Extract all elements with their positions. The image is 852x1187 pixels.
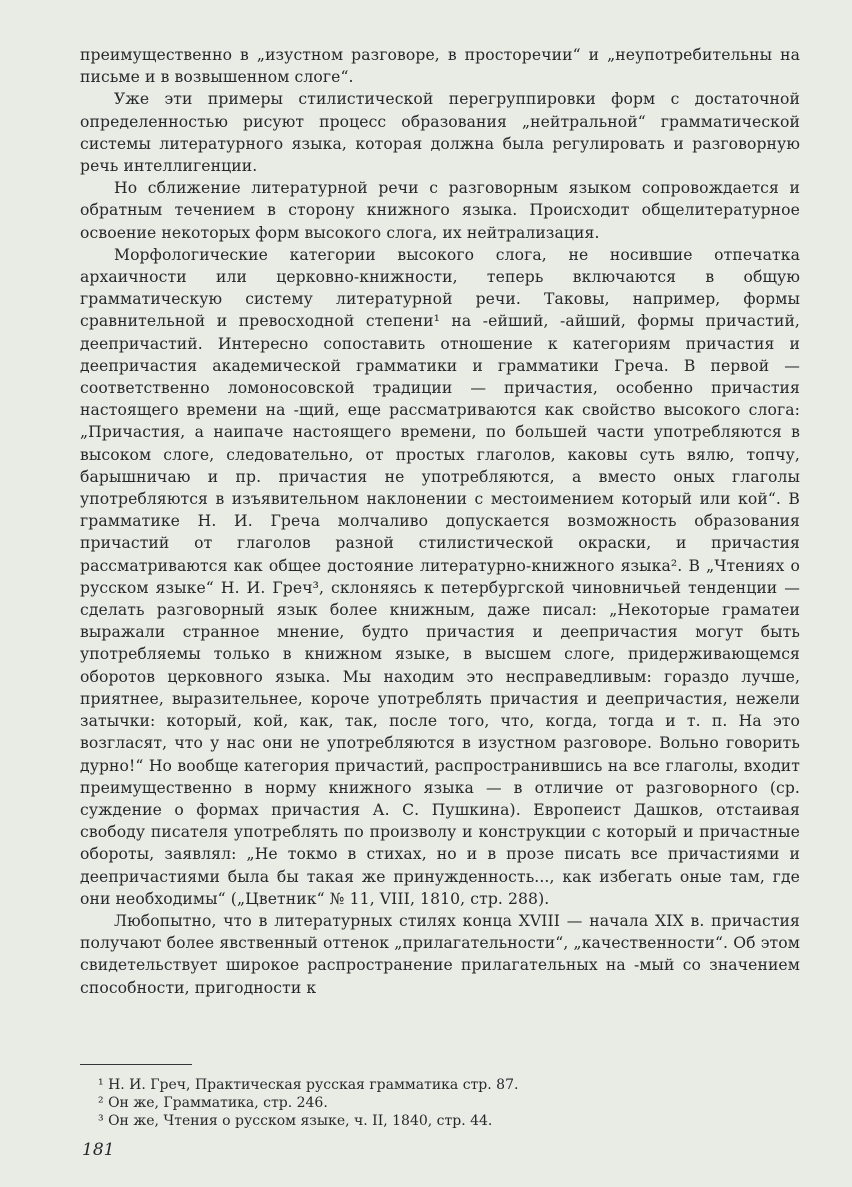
paragraph-1: преимущественно в „изустном разговоре, в просторечии“ и „неупотребительны на письме и в возвышенном слоге“. (80, 46, 800, 87)
paragraph-4: Морфологические категории высокого слога, не носившие отпечатка архаичности или церковно-книжности, теперь включаются в общую грамматическую систему литературной речи. Таковы, например, формы сравнительной и превосходной степени¹ на -ейший, -айший, формы причастий, деепричастий. Интересно сопоставить отношение к категориям причастия и деепричастия академической грамматики и грамматики Греча. В первой — соответственно ломоносовской традиции — причастия, особенно причастия настоящего времени на -щий, еще рассматриваются как свойство высокого слога: „Причастия, а наипаче настоящего времени, по большей части употребляются в высоком слоге, следовательно, от простых глаголов, каковы суть вялю, топчу, барышничаю и пр. причастия не употребляются, а вместо оных глаголы употребляются в изъявительном наклонении с местоимением который или кой“. В грамматике Н. И. Греча молчаливо допускается возможность образования причастий от глаголов разной стилистической окраски, и причастия рассматриваются как общее достояние литературно-книжного языка². В „Чтениях о русском языке“ Н. И. Греч³, склоняясь к петербургской чиновничьей тенденции — сделать разговорный язык более книжным, даже писал: „Некоторые граматеи выражали странное мнение, будто причастия и деепричастия могут быть употребляемы только в книжном языке, в высшем слоге, придерживающемся оборотов церковного языка. Мы находим это несправедливым: гораздо лучше, приятнее, выразительнее, короче употреблять причастия и деепричастия, нежели затычки: который, кой, как, так, после того, что, когда, тогда и т. п. На это возгласят, что у нас они не употребляются в изустном разговоре. Вольно говорить дурно!“ Но вообще категория причастий, распространившись на все глаголы, входит преимущественно в норму книжного языка — в отличие от разговорного (ср. суждение о формах причастия А. С. Пушкина). Европеист Дашков, отстаивая свободу писателя употреблять по произволу и конструкции с который и причастные обороты, заявлял: „Не токмо в стихах, но и в прозе писать все причастиями и деепричастиями была бы такая же принужденность..., как избегать оные там, где они необходимы“ („Цветник“ № 11, VIII, 1810, стр. 288). (80, 245, 800, 908)
page-number: 181 (82, 1140, 115, 1160)
paragraph-5: Любопытно, что в литературных стилях конца XVIII — начала XIX в. причастия получают более явственный оттенок „прилагательности“, „качественности“. Об этом свидетельствует широкое распространение прилагательных на -мый со значением способности, пригодности к (80, 911, 800, 997)
paragraph-3: Но сближение литературной речи с разговорным языком сопровождается и обратным течением в сторону книжного языка. Происходит общелитературное освоение некоторых форм высокого слога, их нейтрализация. (80, 179, 800, 242)
footnote-2: ² Он же, Грамматика, стр. 246. (98, 1095, 328, 1111)
footnote-3: ³ Он же, Чтения о русском языке, ч. II, 1840, стр. 44. (98, 1113, 493, 1129)
footnote-divider (80, 1064, 192, 1065)
footnote-1: ¹ Н. И. Греч, Практическая русская грамматика стр. 87. (98, 1077, 519, 1093)
footnotes (98, 1076, 778, 1130)
body-text (80, 44, 800, 999)
paragraph-2: Уже эти примеры стилистической перегруппировки форм с достаточной определенностью рисуют процесс образования „нейтральной“ грамматической системы литературного языка, которая должна была регулировать и разговорную речь интеллигенции. (80, 90, 800, 176)
